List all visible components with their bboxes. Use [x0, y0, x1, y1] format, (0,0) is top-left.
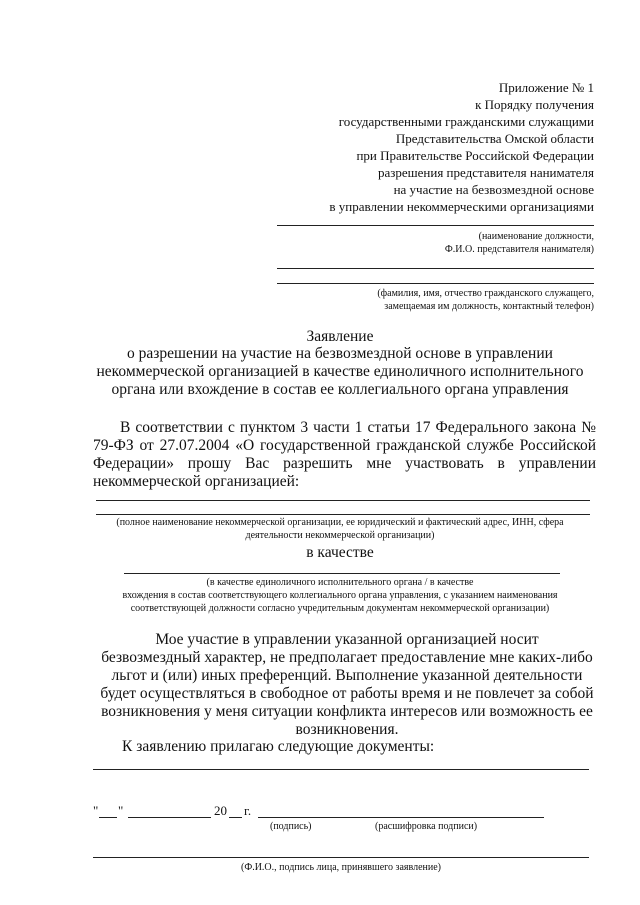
signature-decode-label: (расшифровка подписи)	[375, 821, 478, 832]
statement-line: Мое участие в управлении указанной организацией носит	[155, 631, 539, 648]
document-title: Заявление	[306, 328, 374, 345]
date-day-field[interactable]	[99, 817, 117, 818]
capacity-note-line: (в качестве единоличного исполнительного органа / в качестве	[206, 577, 474, 588]
signature-label: (подпись)	[270, 821, 312, 832]
appendix-line: Приложение № 1	[498, 80, 594, 95]
recipient-field-line[interactable]	[277, 225, 594, 226]
receiver-field-line[interactable]	[93, 857, 589, 858]
attachments-label: К заявлению прилагаю следующие документы:	[122, 738, 435, 755]
signature-field-line[interactable]	[258, 817, 544, 818]
recipient-note-line: (наименование должности,	[478, 231, 594, 242]
appendix-line: Представительства Омской области	[395, 131, 594, 146]
recipient-note-line: Ф.И.О. представителя нанимателя)	[444, 244, 594, 255]
date-close-quote: "	[118, 803, 124, 818]
applicant-field-line-1[interactable]	[277, 268, 594, 269]
applicant-note-line: замещаемая им должность, контактный телефон)	[384, 301, 594, 312]
intro-line-last: некоммерческой организацией:	[93, 473, 300, 490]
capacity-note-line: соответствующей должности согласно учредительным документам некоммерческой организации)	[130, 603, 550, 614]
applicant-note-line: (фамилия, имя, отчество гражданского служащего,	[377, 288, 594, 299]
document-subtitle-line: органа или вхождение в состав ее коллегиального органа управления	[111, 381, 569, 398]
statement-line: будет осуществляться в свободное от работы время и не повлечет за собой	[100, 685, 594, 702]
date-open-quote: "	[93, 803, 99, 818]
capacity-field-line[interactable]	[124, 573, 560, 574]
appendix-line: в управлении некоммерческими организациями	[329, 199, 594, 214]
capacity-label: в качестве	[306, 544, 374, 561]
statement-line: льгот и (или) иных преференций. Выполнение указанной деятельности	[111, 667, 583, 684]
organization-note-line: деятельности некоммерческой организации)	[245, 530, 435, 541]
appendix-line: к Порядку получения	[475, 97, 594, 112]
applicant-field-line-2[interactable]	[277, 283, 594, 284]
capacity-note-line: вхождения в состав соответствующего коллегиального органа управления, с указанием наименования	[122, 590, 558, 601]
date-month-field[interactable]	[128, 817, 211, 818]
intro-line: Федерации» прошу Вас разрешить мне участвовать в управлении	[93, 455, 596, 472]
appendix-line: разрешения представителя нанимателя	[377, 165, 594, 180]
organization-field-line-2[interactable]	[96, 514, 590, 515]
attachments-field-line[interactable]	[93, 769, 589, 770]
intro-line: В соответствии с пунктом 3 части 1 статьи 17 Федерального закона №	[120, 419, 596, 436]
appendix-line: на участие на безвозмездной основе	[393, 182, 594, 197]
year-suffix: г.	[244, 803, 252, 818]
appendix-line: государственными гражданскими служащими	[338, 114, 594, 129]
statement-line: безвозмездный характер, не предполагает предоставление мне каких-либо	[101, 649, 593, 666]
year-field[interactable]	[229, 817, 242, 818]
appendix-line: при Правительстве Российской Федерации	[356, 148, 594, 163]
organization-note-line: (полное наименование некоммерческой организации, ее юридический и фактический адрес, ИНН, сфера	[116, 517, 564, 528]
statement-line: возникновения у меня ситуации конфликта интересов или возможность ее	[101, 703, 593, 720]
receiver-note: (Ф.И.О., подпись лица, принявшего заявление)	[240, 862, 441, 873]
intro-line: 79-ФЗ от 27.07.2004 «О государственной гражданской службе Российской	[93, 437, 596, 454]
document-subtitle-line: о разрешении на участие на безвозмездной основе в управлении	[127, 345, 553, 362]
document-subtitle-line: некоммерческой организацией в качестве единоличного исполнительного	[96, 363, 584, 380]
year-prefix: 20	[214, 803, 227, 818]
statement-line: возникновения.	[295, 721, 399, 738]
organization-field-line-1[interactable]	[96, 500, 590, 501]
